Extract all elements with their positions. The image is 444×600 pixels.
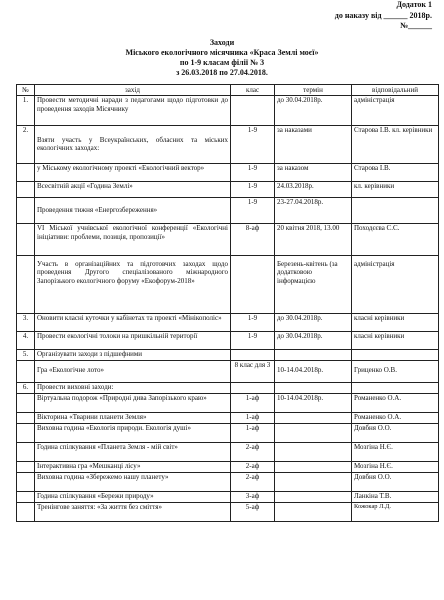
row-responsible: Мозгіна Н.Є. <box>352 461 439 472</box>
row-event: Інтерактивна гра «Мешканці лісу» <box>35 461 231 472</box>
row-term: Березень-квітень (за додатковою інформацією <box>275 255 352 313</box>
row-event: Участь в організаційних та підготовчих заходах щодо проведення Другого спеціалізованого міжнародного Запорізького екологічного форуму «Екофорум-2018» <box>35 255 231 313</box>
row-num: 5. <box>17 349 35 360</box>
row-event: Провести методичні наради з педагогами щодо підготовки до проведення заходів Місячнику <box>35 95 231 125</box>
column-header-class: клас <box>231 85 275 96</box>
table-row <box>17 472 439 491</box>
row-term: до 30.04.2018р. <box>275 331 352 349</box>
row-class: 1-аф <box>231 393 275 412</box>
row-num <box>17 491 35 502</box>
row-event: Організувати заходи з підшефними <box>35 349 231 360</box>
row-term: 20 квітня 2018, 13.00 <box>275 223 352 255</box>
table-row <box>17 393 439 412</box>
row-responsible <box>352 349 439 360</box>
row-responsible: Ланкіна Т.В. <box>352 491 439 502</box>
row-num <box>17 181 35 197</box>
row-num: 2. <box>17 125 35 163</box>
row-class <box>231 349 275 360</box>
row-class <box>231 95 275 125</box>
row-responsible: адміністрація <box>352 255 439 313</box>
row-num <box>17 423 35 442</box>
row-responsible: Довбня О.О. <box>352 472 439 491</box>
column-header-term: термін <box>275 85 352 96</box>
row-num: 4. <box>17 331 35 349</box>
table-row <box>17 423 439 442</box>
table-row <box>17 461 439 472</box>
row-event: Виховна година «Збережемо нашу планету» <box>35 472 231 491</box>
annex-block <box>262 0 432 32</box>
annex-line-2: до наказу від ______ 2018р. <box>334 10 432 20</box>
annex-line-1: Додаток 1 <box>396 0 432 9</box>
row-responsible: Старова І.В. <box>352 163 439 181</box>
row-num <box>17 393 35 412</box>
row-num <box>17 197 35 223</box>
row-class: 1-9 <box>231 313 275 331</box>
row-class: 1-9 <box>231 331 275 349</box>
table-row <box>17 412 439 423</box>
row-term <box>275 382 352 393</box>
table-row <box>17 442 439 461</box>
row-num <box>17 255 35 313</box>
row-responsible: Гриценко О.В. <box>352 360 439 382</box>
row-num <box>17 502 35 521</box>
title-line-2: Міського екологічного місячника «Краса Землі моєї» <box>125 48 319 57</box>
row-term <box>275 461 352 472</box>
table-row <box>17 313 439 331</box>
row-class: 2-аф <box>231 461 275 472</box>
row-event: Оновити класні куточки у кабінетах та проекті «Мінікополіс» <box>35 313 231 331</box>
table-row <box>17 502 439 521</box>
row-term: за наказом <box>275 163 352 181</box>
table-row <box>17 95 439 125</box>
row-term <box>275 502 352 521</box>
row-class: 1-9 <box>231 163 275 181</box>
row-num <box>17 163 35 181</box>
row-term <box>275 412 352 423</box>
row-term <box>275 442 352 461</box>
row-event: Взяти участь у Всеукраїнських, обласних та міських екологічних заходах: <box>35 125 231 163</box>
row-event: Віртуальна подорож «Природні дива Запорізького краю» <box>35 393 231 412</box>
row-class <box>231 382 275 393</box>
row-num <box>17 461 35 472</box>
row-event: VI Міської учнівської екологічної конференції «Екологічні ініціативи: проблеми, позиція, пропозиції» <box>35 223 231 255</box>
row-class: 1-аф <box>231 412 275 423</box>
row-term <box>275 423 352 442</box>
column-header-responsible: відповідальний <box>352 85 439 96</box>
table-row <box>17 181 439 197</box>
row-term: 24.03.2018р. <box>275 181 352 197</box>
table-row <box>17 223 439 255</box>
row-responsible: класні керівники <box>352 313 439 331</box>
row-num: 1. <box>17 95 35 125</box>
table-row <box>17 382 439 393</box>
row-event: Година спілкування «Бережи природу» <box>35 491 231 502</box>
row-responsible <box>352 382 439 393</box>
row-event: Година спілкування «Планета Земля - мій світ» <box>35 442 231 461</box>
row-class: 8-аф <box>231 223 275 255</box>
row-term: за наказами <box>275 125 352 163</box>
row-event: у Міському екологічному проекті «Екологічний вектор» <box>35 163 231 181</box>
row-term: 23-27.04.2018р. <box>275 197 352 223</box>
row-responsible: адміністрація <box>352 95 439 125</box>
row-responsible: Мозгіна Н.Є. <box>352 442 439 461</box>
row-responsible: Романенко О.А. <box>352 412 439 423</box>
row-term: до 30.04.2018р. <box>275 95 352 125</box>
row-class <box>231 255 275 313</box>
row-num <box>17 442 35 461</box>
row-term <box>275 349 352 360</box>
row-term: 10-14.04.2018р. <box>275 393 352 412</box>
annex-line-3: №______ <box>399 21 432 30</box>
table-row <box>17 163 439 181</box>
row-class: 2-аф <box>231 442 275 461</box>
row-responsible: кл. керівники <box>352 181 439 197</box>
row-event: Вікторина «Тварини планети Земля» <box>35 412 231 423</box>
table-row <box>17 331 439 349</box>
row-responsible: Кожокар Л.Д. <box>352 502 439 521</box>
row-event: Всесвітній акції «Година Землі» <box>35 181 231 197</box>
table-row <box>17 197 439 223</box>
table-row <box>17 360 439 382</box>
row-class: 1-9 <box>231 125 275 163</box>
row-class: 1-аф <box>231 423 275 442</box>
document-title <box>0 38 444 78</box>
row-event: Гра «Екологічне лото» <box>35 360 231 382</box>
column-header-num: № <box>17 85 35 96</box>
row-event: Провести виховні заходи: <box>35 382 231 393</box>
row-num <box>17 360 35 382</box>
row-class: 5-аф <box>231 502 275 521</box>
title-line-1: Заходи <box>209 38 235 47</box>
row-class: 1-9 <box>231 181 275 197</box>
row-num <box>17 412 35 423</box>
row-class: 1-9 <box>231 197 275 223</box>
row-event: Тренінгове заняття: «За життя без сміття» <box>35 502 231 521</box>
row-responsible: Походєєва С.С. <box>352 223 439 255</box>
row-term <box>275 491 352 502</box>
row-term <box>275 472 352 491</box>
row-responsible: Старова І.В. кл. керівники <box>352 125 439 163</box>
table-row <box>17 349 439 360</box>
row-class: 2-аф <box>231 472 275 491</box>
row-class: 3-аф <box>231 491 275 502</box>
table-row <box>17 255 439 313</box>
row-num: 3. <box>17 313 35 331</box>
title-line-4: з 26.03.2018 по 27.04.2018. <box>176 68 268 77</box>
row-class: 8 клас для 3 <box>231 360 275 382</box>
table-row <box>17 125 439 163</box>
row-responsible: класні керівники <box>352 331 439 349</box>
row-event: Провести екологічні толоки на пришкільній території <box>35 331 231 349</box>
row-term: 10-14.04.2018р. <box>275 360 352 382</box>
row-event: Проведення тижня «Енергозбереження» <box>35 197 231 223</box>
column-header-event: захід <box>35 85 231 96</box>
row-num <box>17 223 35 255</box>
row-event: Виховна година «Екологія природи. Екологія душі» <box>35 423 231 442</box>
events-table <box>16 84 439 522</box>
row-responsible <box>352 197 439 223</box>
row-responsible: Довбня О.О. <box>352 423 439 442</box>
row-num <box>17 472 35 491</box>
row-responsible: Романенко О.А. <box>352 393 439 412</box>
table-row <box>17 491 439 502</box>
row-term: до 30.04.2018р. <box>275 313 352 331</box>
title-line-3: по 1-9 класам філії № 3 <box>179 58 265 67</box>
table-header-row <box>17 85 439 96</box>
row-num: 6. <box>17 382 35 393</box>
